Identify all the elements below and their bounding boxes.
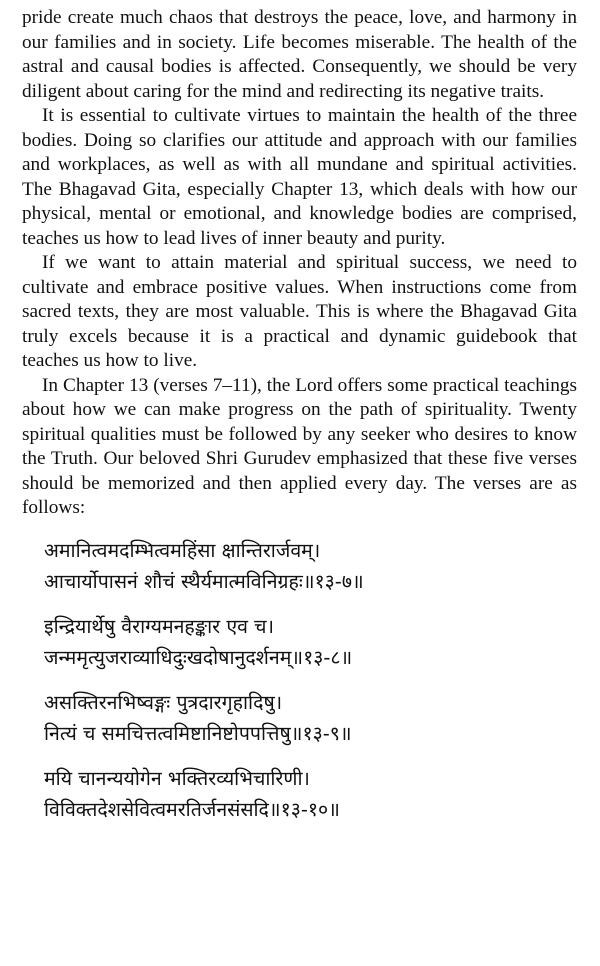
verse-line: असक्तिरनभिष्वङ्गः पुत्रदारगृहादिषु। xyxy=(44,690,283,714)
verse-13-10 xyxy=(44,763,577,825)
paragraph-success: If we want to attain material and spiritual success, we need to cultivate and embrace positive values. When instructions come from sacred texts, they are most valuable. This is where the Bhagavad Gita truly excels because it is a practical and dynamic guidebook that teaches us how to live. xyxy=(22,252,577,371)
verse-line: नित्यं च समचित्तत्वमिष्टानिष्टोपपत्तिषु॥१३-९॥ xyxy=(44,721,352,745)
paragraph-virtues: It is essential to cultivate virtues to maintain the health of the three bodies. Doing so clarifies our attitude and approach with our families and workplaces, as well as with all mundane and spiritual activities. The Bhagavad Gita, especially Chapter 13, which deals with how our physical, mental or emotional, and knowledge bodies are comprised, teaches us how to lead lives of inner beauty and purity. xyxy=(22,105,577,249)
verse-13-9 xyxy=(44,687,577,749)
book-page xyxy=(22,6,577,839)
paragraph-continuation: pride create much chaos that destroys the peace, love, and harmony in our families and in society. Life becomes miserable. The health of the astral and causal bodies is affected. Consequently, we should be very diligent about caring for the mind and redirecting its negative traits. xyxy=(22,7,577,102)
verse-13-7 xyxy=(44,535,577,597)
paragraph-chapter-13: In Chapter 13 (verses 7–11), the Lord offers some practical teachings about how we can make progress on the path of spirituality. Twenty spiritual qualities must be followed by any seeker who desires to know the Truth. Our beloved Shri Gurudev emphasized that these five verses should be memorized and then applied every day. The verses are as follows: xyxy=(22,374,577,518)
verse-line: अमानित्वमदम्भित्वमहिंसा क्षान्तिरार्जवम्। xyxy=(44,538,321,562)
verse-line: इन्द्रियार्थेषु वैराग्यमनहङ्कार एव च। xyxy=(44,614,274,638)
verse-line: जन्ममृत्युजराव्याधिदुःखदोषानुदर्शनम्॥१३-८॥ xyxy=(44,645,353,669)
verse-line: आचार्योपासनं शौचं स्थैर्यमात्मविनिग्रहः॥१३-७॥ xyxy=(44,569,364,593)
verse-line: विविक्तदेशसेवित्वमरतिर्जनसंसदि॥१३-१०॥ xyxy=(44,797,340,821)
verse-13-8 xyxy=(44,611,577,673)
sanskrit-verses xyxy=(22,535,577,825)
verse-line: मयि चानन्ययोगेन भक्तिरव्यभिचारिणी। xyxy=(44,766,310,790)
